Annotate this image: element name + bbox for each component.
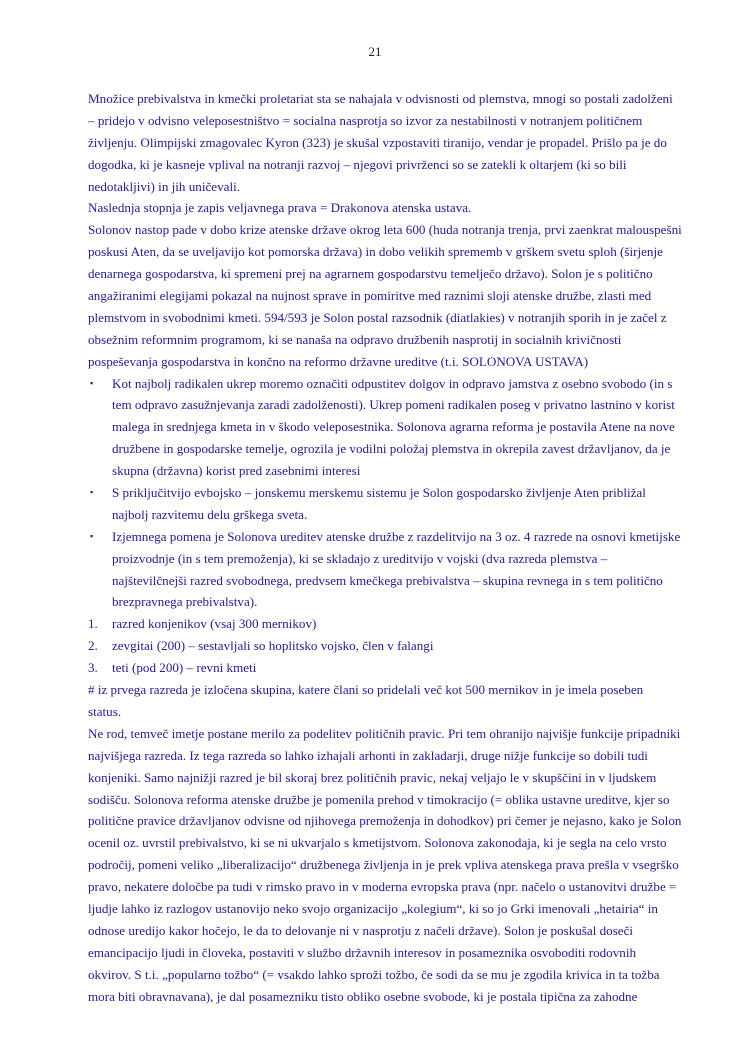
list-item-line (88, 373, 688, 395)
line-text: konjeniki. Samo najnižji razred je bil skoraj brez političnih pravic, nekaj veljajo le v skupščini in v ljudskem (88, 769, 657, 785)
line-text: brezpravnega prebivalstva). (112, 594, 258, 610)
text-line (88, 679, 688, 701)
list-item-line (88, 482, 688, 504)
line-text: pravo, nekatere določbe pa tudi v rimsko pravo in v moderna evropska prava (npr. načelo o ustanovitvi družbe = (88, 879, 677, 895)
text-line (88, 876, 688, 898)
line-text: ocenil oz. uvrstil prebivalstvo, ki se ni ukvarjalo s kmetijstvom. Solonova zakonodaja, ki je segla na celo vrsto (88, 835, 667, 851)
line-text: tem odpravo zasužnjevanja zaradi zadolženosti). Ukrep pomeni radikalen poseg v privatno lastnino v korist (112, 397, 675, 413)
line-text: politične pravice državljanov odvisne od njihovega premoženja in dohodkov) pri čemer je nejasno, kako je Solon (88, 813, 682, 829)
text-line (88, 986, 688, 1008)
line-text: status. (88, 703, 122, 719)
line-text: Ne rod, temveč imetje postane merilo za podelitev političnih pravic. Pri tem ohranijo najvišje funkcije pripadniki (88, 725, 681, 741)
text-line (88, 88, 688, 110)
text-line (88, 263, 688, 285)
line-text: nedotakljivi) in jih uničevali. (88, 178, 240, 194)
line-text: najbolj razvitemu delu grškega sveta. (112, 506, 308, 522)
list-number: 2. (88, 638, 98, 654)
line-text: področij, pomeni veliko „liberalizacijo“ družbenega življenja in je prek vpliva atenskega prava prešla v vsegrško (88, 857, 679, 873)
line-text: denarnega gospodarstva, ki spremeni prej na agrarnem gospodarstvu temelječo državo). Solon je s politično (88, 266, 653, 282)
text-line (88, 591, 688, 613)
text-line (88, 176, 688, 198)
page-number: 21 (368, 44, 382, 59)
text-line (88, 307, 688, 329)
line-text: družbene in gospodarske temelje, ogrozila je vodilni položaj plemstva in okrepila zavest državljanov, da je (112, 441, 671, 457)
body-text (88, 88, 688, 1007)
list-item-line (88, 526, 688, 548)
line-text: S priključitvijo evbojsko – jonskemu merskemu sistemu je Solon gospodarsko življenje Aten približal (112, 485, 646, 501)
bullet-icon: ▪ (90, 377, 94, 388)
bullet-icon: ▪ (90, 487, 94, 498)
text-line (88, 832, 688, 854)
line-text: Množice prebivalstva in kmečki proletariat sta se nahajala v odvisnosti od plemstva, mnogi so postali zadolženi (88, 91, 673, 106)
text-line (88, 241, 688, 263)
text-line (88, 789, 688, 811)
text-line (88, 197, 688, 219)
text-line (88, 351, 688, 373)
list-item-line (88, 613, 688, 635)
bullet-icon: ▪ (90, 530, 94, 541)
line-text: obsežnim reformnim programom, ki se nanaša na odpravo družbenih nasprotij in socialnih krivičnosti (88, 331, 622, 347)
text-line (88, 920, 688, 942)
text-line (88, 460, 688, 482)
text-line (88, 964, 688, 986)
line-text: ljudje lahko iz razlogov ustanovijo neko svojo organizacijo „kolegium“, ki so jo Grki imenovali „hetairia“ in (88, 900, 658, 916)
text-line (88, 438, 688, 460)
text-line (88, 219, 688, 241)
list-item-line (88, 635, 688, 657)
line-text: teti (pod 200) – revni kmeti (112, 660, 257, 676)
line-text: razred konjenikov (vsaj 300 mernikov) (112, 616, 317, 632)
text-line (88, 810, 688, 832)
line-text: sodišču. Solonova reforma atenske družbe je pomenila prehod v timokracijo (= oblika ustavne ureditve, kjer so (88, 791, 670, 807)
text-line (88, 329, 688, 351)
text-line (88, 854, 688, 876)
line-text: življenju. Olimpijski zmagovalec Kyron (323) je skušal vzpostaviti tiranijo, vendar je propadel. Prišlo pa je do (88, 134, 667, 150)
line-text: zevgitai (200) – sestavljali so hoplitsko vojsko, člen v falangi (112, 638, 434, 654)
line-text: poskusi Aten, da se uveljavijo kot pomorska država) in dobo velikih sprememb v grškem svetu sploh (širjenje (88, 244, 663, 260)
line-text: dogodka, ki je kasneje vplival na notranji razvoj – njegovi privrženci so se zatekli k oltarjem (ki so bili (88, 156, 627, 172)
text-line (88, 394, 688, 416)
line-text: odnose uredijo kakor hočejo, le da to delovanje ni v nasprotju z načeli države). Solon je poskušal doseči (88, 922, 634, 938)
line-text: Kot najbolj radikalen ukrep moremo označiti odpustitev dolgov in odpravo jamstva z osebno svobodo (in s (112, 375, 673, 391)
line-text: skupna (državna) korist pred zasebnimi interesi (112, 463, 361, 479)
line-text: # iz prvega razreda je izločena skupina, katere člani so pridelali več kot 500 mernikov in je imela poseben (88, 682, 644, 698)
line-text: Izjemnega pomena je Solonova ureditev atenske družbe z razdelitvijo na 3 oz. 4 razrede na osnovi kmetijske (112, 528, 681, 544)
text-line (88, 745, 688, 767)
line-text: Naslednja stopnja je zapis veljavnega prava = Drakonova atenska ustava. (88, 200, 472, 216)
list-item-line (88, 657, 688, 679)
line-text: angažiranimi elegijami pokazal na nujnost sprave in pomiritve med raznimi sloji atenske družbe, zlasti med (88, 288, 652, 304)
text-line (88, 723, 688, 745)
text-line (88, 570, 688, 592)
text-line (88, 898, 688, 920)
line-text: najštevilčnejši razred svobodnega, predvsem kmečkega prebivalstva – skupina revnega in s tem politično (112, 572, 663, 588)
line-text: proizvodnje (in s tem premoženja), ki se skladajo z ureditvijo v vojski (dva razreda plemstva – (112, 550, 608, 566)
line-text: najvišjega razreda. Iz tega razreda so lahko izhajali arhonti in zakladarji, druge nižje funkcije so dobili tudi (88, 747, 648, 763)
line-text: Solonov nastop pade v dobo krize atenske države okrog leta 600 (huda notranja trenja, prvi zaenkrat malouspešni (88, 222, 682, 238)
text-line (88, 132, 688, 154)
line-text: okvirov. S t.i. „popularno tožbo“ (= vsakdo lahko sproži tožbo, če sodi da se mu je zgodila krivica in ta tožba (88, 966, 660, 982)
text-line (88, 942, 688, 964)
list-number: 3. (88, 660, 98, 676)
line-text: mora biti obravnavana), je dal posamezniku tisto obliko osebne svobode, ki je postala tipična za zahodne (88, 988, 638, 1004)
line-text: emancipacijo ljudi in človeka, postaviti v službo državnih interesov in posameznika osvoboditi rodovnih (88, 944, 637, 960)
line-text: pospeševanja gospodarstva in končno na reformo državne ureditve (t.i. SOLONOVA USTAVA) (88, 353, 589, 369)
text-line (88, 504, 688, 526)
line-text: malega in srednjega kmeta in v škodo veleposestnika. Solonova agrarna reforma je postavila Atene na nove (112, 419, 675, 435)
list-number: 1. (88, 616, 98, 632)
text-line (88, 767, 688, 789)
text-line (88, 548, 688, 570)
text-line (88, 701, 688, 723)
text-line (88, 416, 688, 438)
line-text: – pridejo v odvisno veleposestništvo = socialna nasprotja so izvor za nestabilnosti v notranjem političnem (88, 112, 643, 128)
line-text: plemstvom in svobodnimi kmeti. 594/593 je Solon postal razsodnik (diatlakies) v notranjih sporih in je začel z (88, 309, 667, 325)
text-line (88, 110, 688, 132)
text-line (88, 285, 688, 307)
text-line (88, 154, 688, 176)
